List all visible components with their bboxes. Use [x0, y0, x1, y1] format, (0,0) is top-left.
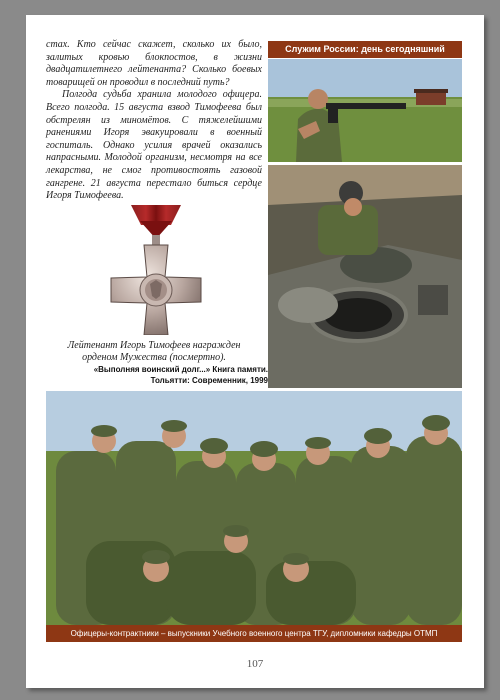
paragraph-1: стах. Кто сейчас скажет, сколько их было, залитых кровью блокпостов, в жизни двадцатилетнего лейтенанта? Сколько боевых товарищей он проводил в последний путь?: [46, 39, 262, 88]
source-publisher: Тольятти: Современник, 1999: [150, 376, 268, 385]
source-citation: [40, 364, 268, 386]
source-title: «Выполняя воинский долг...» Книга памяти.: [93, 365, 268, 374]
soldier-on-armored-vehicle-photo: [268, 165, 462, 388]
soldier-with-rifle-photo: [268, 59, 462, 162]
section-banner: Служим России: день сегодняшний: [268, 41, 462, 58]
group-photo-caption: Офицеры-контрактники – выпускники Учебного военного центра ТГУ, дипломники кафедры ОТМП: [46, 625, 462, 642]
page-number: 107: [246, 658, 264, 670]
article-text: [46, 39, 262, 203]
book-page: [26, 15, 484, 688]
order-of-courage-medal-image: [96, 205, 216, 335]
paragraph-2: Полгода судьба хранила молодого офицера. Всего полгода. 15 августа взвод Тимофеева был обстрелян из миномётов. С тяжелейшими ранениями Игоря эвакуировали в военный госпиталь. Однако усилия врачей оказались напрасными. Молодой организм, несмотря на все лекарства, не смог противостоять газовой гангрене. 21 августа перестало биться сердце Игоря Тимофеева.: [46, 89, 262, 202]
group-of-officers-photo: [46, 391, 462, 625]
medal-caption: Лейтенант Игорь Тимофеев награжден орденом Мужества (посмертно).: [67, 340, 241, 363]
